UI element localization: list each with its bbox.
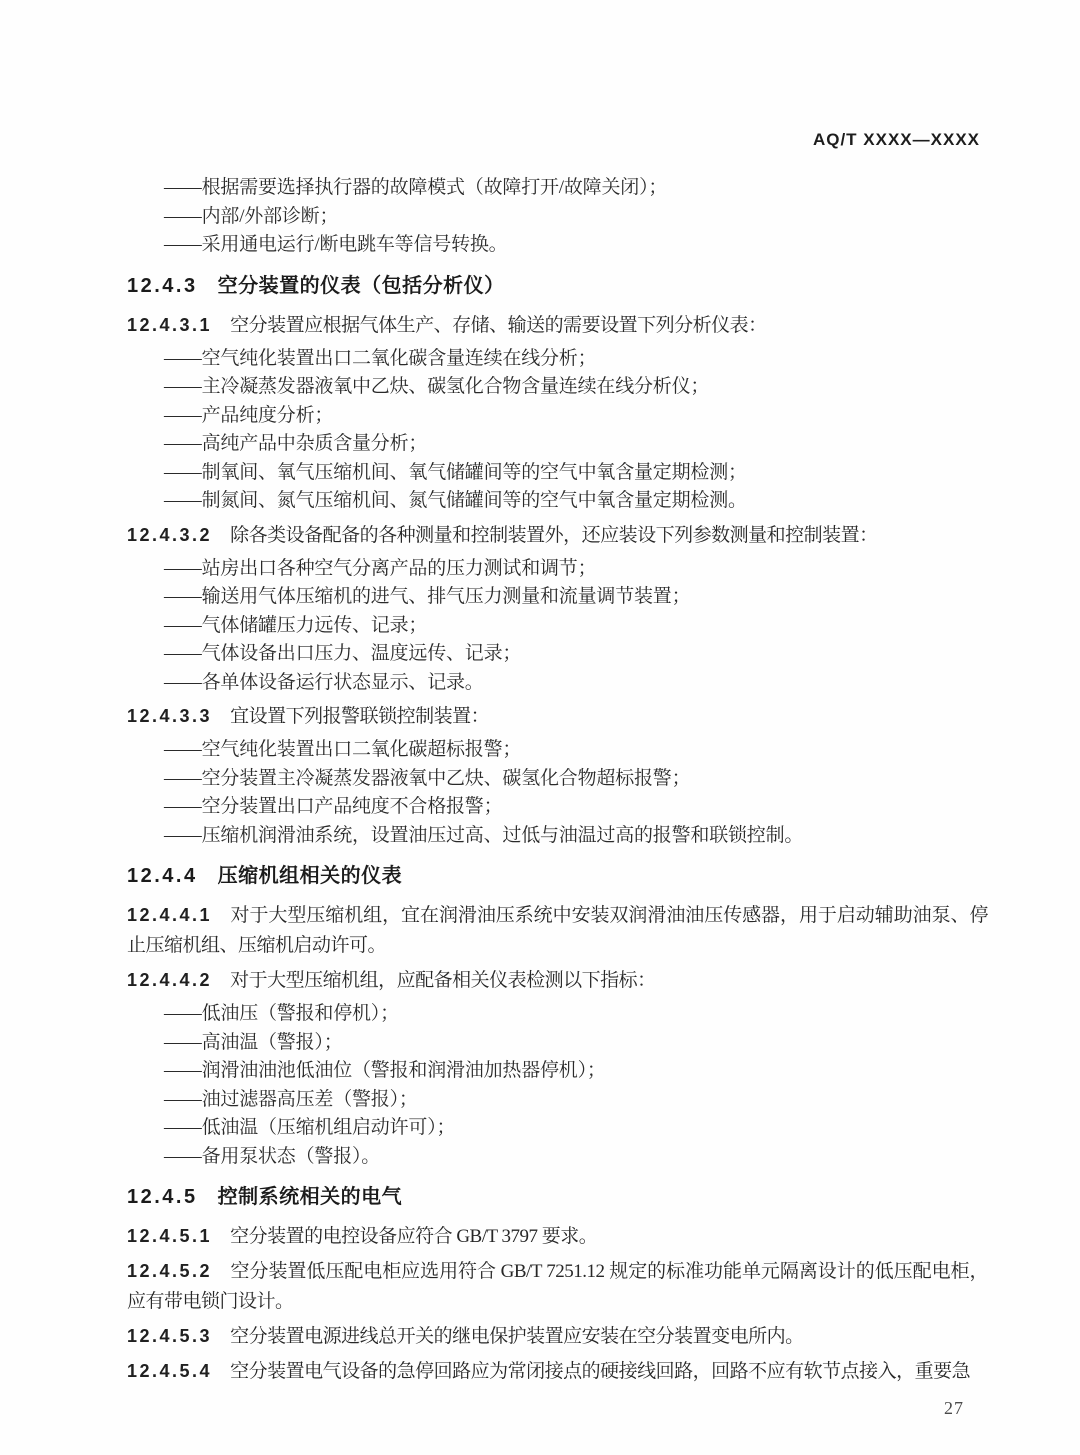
clause-paragraph [127,965,988,996]
clause-number: 12.4.5.2 [127,1261,213,1281]
clause-number: 12.4.3.1 [127,314,213,335]
list-item: ——备用泵状态（警报）。 [164,1145,381,1167]
clause-number: 12.4.5.1 [127,1226,213,1246]
clause-number: 12.4.5.4 [127,1361,213,1381]
list-item: ——采用通电运行/断电跳车等信号转换。 [164,234,508,255]
clause-number: 12.4.4.2 [127,970,213,990]
list-item: ——空分装置主冷凝蒸发器液氧中乙炔、碳氢化合物超标报警； [164,767,691,789]
list-item: ——气体储罐压力远传、记录； [164,614,428,636]
dash-list [127,345,988,516]
page-content [127,0,988,1391]
list-item: ——低油温（压缩机组启动许可）； [164,1117,456,1138]
clause-text: 空分装置电气设备的急停回路应为常闭接点的硬接线回路，回路不应有软节点接入，重要急 [230,1361,971,1382]
clause-text: 宜设置下列报警联锁控制装置： [230,706,490,727]
section-title: 空分装置的仪表（包括分析仪） [217,274,505,297]
clause-text: 对于大型压缩机组，宜在润滑油压系统中安装双润滑油油压传感器，用于启动辅助油泵、停止压缩机组、压缩机启动许可。 [127,905,988,956]
clause-text: 空分装置应根据气体生产、存储、输送的需要设置下列分析仪表： [230,314,767,336]
list-item: ——制氧间、氧气压缩机间、氧气储罐间等的空气中氧含量定期检测； [164,461,747,483]
section-heading [127,1183,988,1211]
clause-paragraph [127,1356,988,1387]
clause-number: 12.4.5.3 [127,1326,213,1346]
section-number: 12.4.5 [127,1186,198,1208]
clause-paragraph [127,900,988,961]
clause-paragraph [127,1221,988,1252]
dash-list [127,1000,988,1171]
list-item: ——高油温（警报）； [164,1031,343,1053]
clause-number: 12.4.4.1 [127,905,213,925]
clause-number: 12.4.3.2 [127,524,213,545]
section-heading [127,272,988,300]
list-item: ——各单体设备运行状态显示、记录。 [164,671,484,693]
list-item: ——根据需要选择执行器的故障模式（故障打开/故障关闭）； [164,177,668,198]
section-title: 控制系统相关的电气 [217,1186,403,1208]
list-item: ——制氮间、氮气压缩机间、氮气储罐间等的空气中氧含量定期检测。 [164,490,747,511]
list-item: ——输送用气体压缩机的进气、排气压力测量和流量调节装置； [164,586,691,607]
dash-list [127,555,988,698]
page-number: 27 [944,1398,964,1418]
list-item: ——空气纯化装置出口二氧化碳超标报警； [164,739,522,760]
dash-list [127,174,988,260]
list-item: ——低油压（警报和停机）； [164,1003,399,1024]
section-title: 压缩机组相关的仪表 [217,865,403,887]
clause-paragraph [127,1256,988,1317]
section-number: 12.4.3 [127,274,198,297]
list-item: ——气体设备出口压力、温度远传、记录； [164,643,522,664]
section-number: 12.4.4 [127,865,198,887]
clause-text: 对于大型压缩机组，应配备相关仪表检测以下指标： [230,970,656,991]
list-item: ——高纯产品中杂质含量分析； [164,433,428,454]
clause-paragraph [127,520,988,551]
standard-code-header: AQ/T XXXX—XXXX [812,130,980,149]
list-item: ——润滑油油池低油位（警报和润滑油加热器停机）； [164,1060,606,1081]
list-item: ——空气纯化装置出口二氧化碳含量连续在线分析； [164,347,597,369]
clause-paragraph [127,1321,988,1352]
clause-text: 除各类设备配备的各种测量和控制装置外，还应装设下列参数测量和控制装置： [230,524,878,546]
list-item: ——主冷凝蒸发器液氧中乙炔、碳氢化合物含量连续在线分析仪； [164,376,710,397]
clause-text: 空分装置电源进线总开关的继电保护装置应安装在空分装置变电所内。 [230,1326,804,1347]
clause-paragraph [127,701,988,732]
clause-paragraph [127,310,988,341]
dash-list [127,736,988,850]
list-item: ——内部/外部诊断； [164,205,339,227]
clause-text: 空分装置的电控设备应符合 GB/T 3797 要求。 [230,1226,598,1247]
clause-number: 12.4.3.3 [127,706,213,726]
list-item: ——站房出口各种空气分离产品的压力测试和调节； [164,557,597,579]
clause-text: 空分装置低压配电柜应选用符合 GB/T 7251.12 规定的标准功能单元隔离设计的低压配电柜，应有带电锁门设计。 [127,1261,988,1312]
list-item: ——压缩机润滑油系统，设置油压过高、过低与油温过高的报警和联锁控制。 [164,824,804,846]
section-heading [127,862,988,890]
list-item: ——空分装置出口产品纯度不合格报警； [164,796,503,817]
list-item: ——产品纯度分析； [164,404,334,426]
list-item: ——油过滤器高压差（警报）； [164,1088,418,1110]
